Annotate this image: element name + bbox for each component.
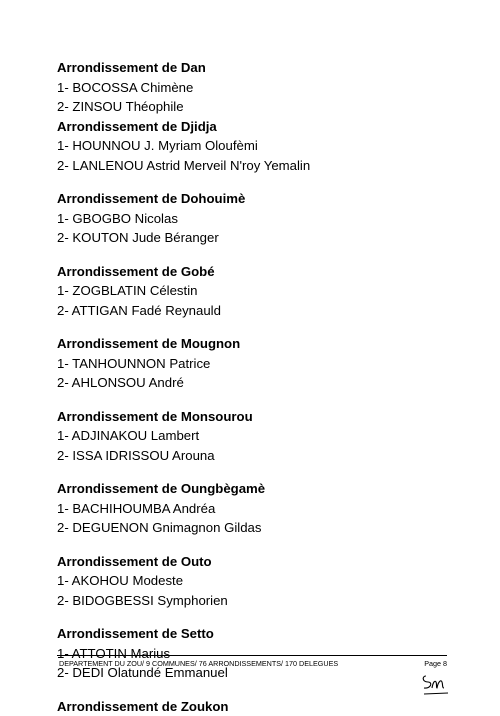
page-footer	[57, 655, 447, 658]
section-djidja	[57, 117, 477, 176]
section-heading: Arrondissement de Outo	[57, 552, 477, 572]
section-dohouime	[57, 189, 477, 248]
section-setto	[57, 624, 477, 683]
section-mougnon	[57, 334, 477, 393]
list-item: 2- DEGUENON Gnimagnon Gildas	[57, 518, 477, 538]
list-item: 1- BACHIHOUMBA Andréa	[57, 499, 477, 519]
list-item: 2- ATTIGAN Fadé Reynauld	[57, 301, 477, 321]
list-item: 1- ATTOTIN Marius	[57, 644, 477, 664]
list-item: 2- KOUTON Jude Béranger	[57, 228, 477, 248]
list-item: 1- HOUNNOU J. Myriam Oloufèmi	[57, 136, 477, 156]
list-item: 1- AKOHOU Modeste	[57, 571, 477, 591]
section-heading: Arrondissement de Setto	[57, 624, 477, 644]
section-zoukon	[57, 697, 477, 716]
list-item: 2- LANLENOU Astrid Merveil N'roy Yemalin	[57, 156, 477, 176]
section-heading: Arrondissement de Dan	[57, 58, 477, 78]
section-gobe	[57, 262, 477, 321]
page-number: Page 8	[424, 659, 447, 669]
list-item: 1- ADJINAKOU Lambert	[57, 426, 477, 446]
delegate-list	[57, 58, 477, 716]
list-item: 1- GBOGBO Nicolas	[57, 209, 477, 229]
section-heading: Arrondissement de Zoukon	[57, 697, 477, 716]
section-outo	[57, 552, 477, 611]
section-dan	[57, 58, 477, 117]
list-item: 1- BOCOSSA Chimène	[57, 78, 477, 98]
list-item: 2- AHLONSOU André	[57, 373, 477, 393]
footer-text: DEPARTEMENT DU ZOU/ 9 COMMUNES/ 76 ARRONDISSEMENTS/ 170 DELEGUES	[59, 659, 338, 669]
section-heading: Arrondissement de Dohouimè	[57, 189, 477, 209]
list-item: 1- ZOGBLATIN Célestin	[57, 281, 477, 301]
list-item: 2- ZINSOU Théophile	[57, 97, 477, 117]
signature-initials	[420, 670, 456, 698]
list-item: 2- DEDI Olatundé Emmanuel	[57, 663, 477, 683]
section-heading: Arrondissement de Djidja	[57, 117, 477, 137]
section-monsourou	[57, 407, 477, 466]
section-heading: Arrondissement de Mougnon	[57, 334, 477, 354]
section-heading: Arrondissement de Monsourou	[57, 407, 477, 427]
list-item: 2- ISSA IDRISSOU Arouna	[57, 446, 477, 466]
section-oungbegame	[57, 479, 477, 538]
section-heading: Arrondissement de Gobé	[57, 262, 477, 282]
list-item: 2- BIDOGBESSI Symphorien	[57, 591, 477, 611]
section-heading: Arrondissement de Oungbègamè	[57, 479, 477, 499]
list-item: 1- TANHOUNNON Patrice	[57, 354, 477, 374]
